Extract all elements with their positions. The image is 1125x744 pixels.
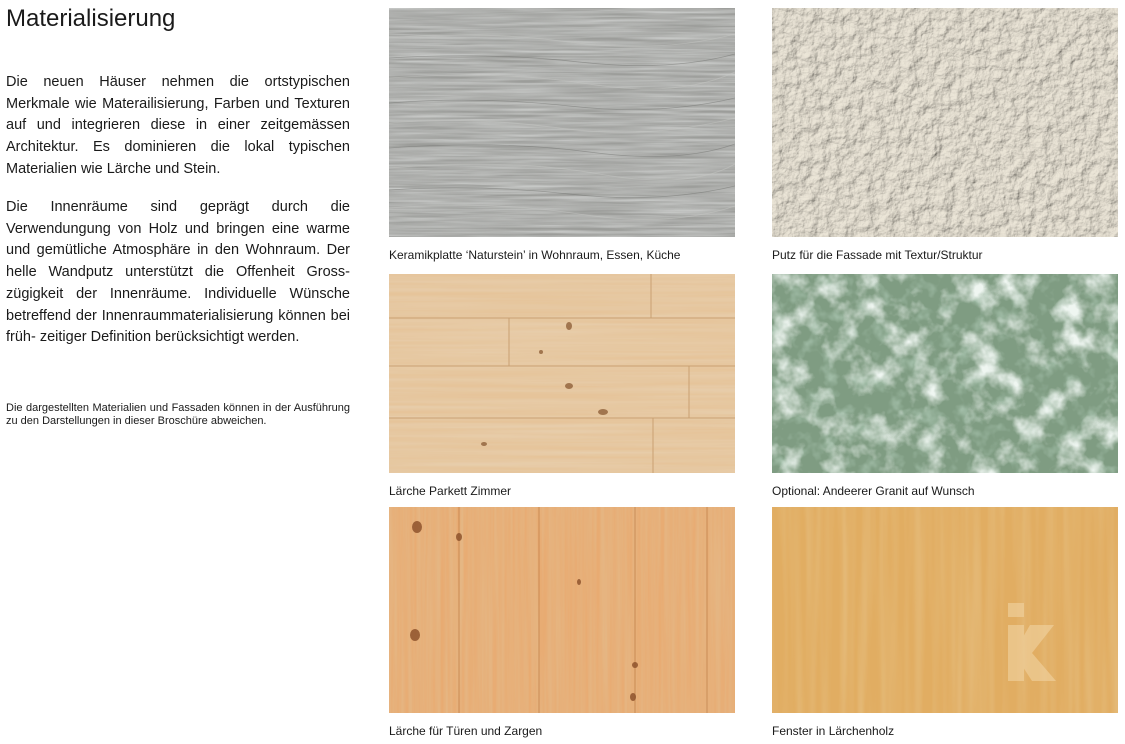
material-tile-facade-plaster xyxy=(772,8,1118,262)
interior-paragraph: Die Innenräume sind geprägt durch die Verwendungung von Holz und bringen eine warme und gemütliche Atmosphäre in den Wohnraum. Der helle Wandputz unterstützt die Offenheit Gross-zügigkeit der Innenräume. Individuelle Wünsche betreffend der Innenraummaterialisierung können bei früh- zeitiger Definition berücksichtigt werden. xyxy=(6,199,350,346)
material-caption: Fenster in Lärchenholz xyxy=(772,724,895,738)
disclaimer-note: Die dargestellten Materialien und Fassaden können in der Ausführung zu den Darstellungen in dieser Broschüre abweichen. xyxy=(6,402,350,427)
facade-plaster-swatch xyxy=(772,8,1118,237)
material-tile-andeer-granite xyxy=(772,274,1118,498)
larch-doors-swatch xyxy=(389,507,735,713)
material-caption: Keramikplatte ‘Naturstein’ in Wohnraum, Essen, Küche xyxy=(389,248,681,262)
material-caption: Optional: Andeerer Granit auf Wunsch xyxy=(772,484,975,498)
ceramic-stone-swatch xyxy=(389,8,735,237)
material-caption: Putz für die Fassade mit Textur/Struktur xyxy=(772,248,983,262)
intro-paragraph: Die neuen Häuser nehmen die ortstypischen Merkmale wie Materailisierung, Farben und Texturen auf und integrieren diese in einer zeitgemässen Architektur. Es dominieren die lokal typischen Materialien wie Lärche und Stein. xyxy=(6,74,350,177)
larch-windows-swatch xyxy=(772,507,1118,713)
material-tile-larch-parquet xyxy=(389,274,735,498)
material-tile-larch-windows xyxy=(772,507,1118,738)
page-title: Materialisierung xyxy=(6,5,176,32)
larch-parquet-swatch xyxy=(389,274,735,473)
material-tile-ceramic-stone xyxy=(389,8,735,262)
material-tile-larch-doors xyxy=(389,507,735,738)
material-caption: Lärche Parkett Zimmer xyxy=(389,484,512,498)
material-caption: Lärche für Türen und Zargen xyxy=(389,724,543,738)
andeer-granite-swatch xyxy=(772,274,1118,473)
